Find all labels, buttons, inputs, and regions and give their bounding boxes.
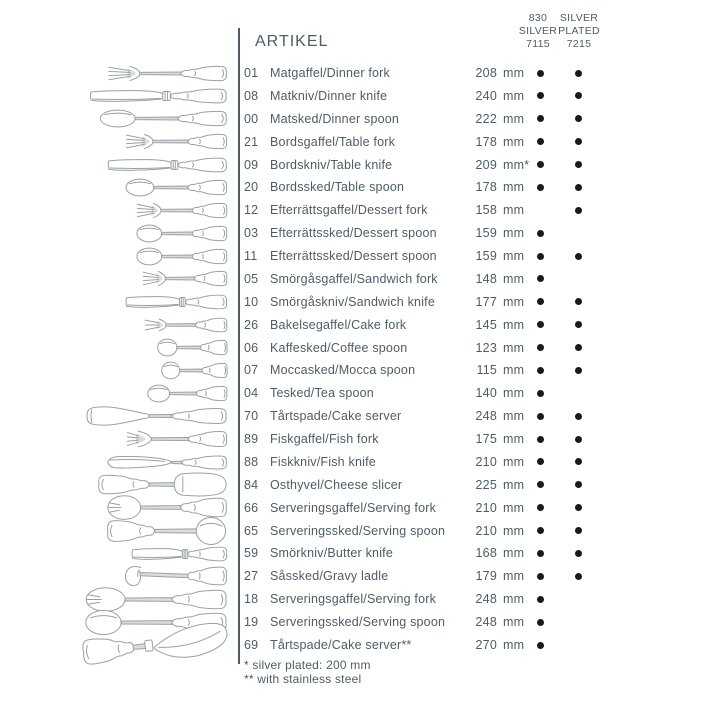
article-length-unit: mm bbox=[503, 340, 525, 355]
article-length-unit: mm bbox=[503, 294, 525, 309]
availability-dot-830-silver bbox=[537, 504, 544, 511]
article-name: Smörgåskniv/Sandwich knife bbox=[270, 294, 435, 309]
article-number: 69 bbox=[244, 638, 259, 652]
availability-dot-830-silver bbox=[537, 413, 544, 420]
article-number: 84 bbox=[244, 477, 259, 492]
article-row-70 bbox=[244, 406, 604, 426]
article-number: 10 bbox=[244, 294, 259, 309]
article-name: Serveringssked/Serving spoon bbox=[270, 523, 446, 538]
cutlery-art-11-spoon-icon bbox=[136, 246, 228, 267]
availability-dot-830-silver bbox=[537, 481, 544, 488]
article-name: Efterrättssked/Dessert spoon bbox=[270, 226, 437, 241]
availability-dot-830-silver bbox=[537, 390, 544, 397]
article-row-11 bbox=[244, 246, 604, 266]
article-row-88 bbox=[244, 452, 604, 472]
article-name: Tårtspade/Cake server bbox=[270, 409, 402, 424]
availability-dot-830-silver bbox=[537, 642, 544, 649]
article-number: 09 bbox=[244, 157, 259, 172]
article-length: 225 bbox=[475, 477, 497, 492]
availability-dot-830-silver bbox=[537, 115, 544, 122]
article-row-06 bbox=[244, 338, 604, 358]
article-number: 07 bbox=[244, 363, 259, 378]
article-name: Efterrättsgaffel/Dessert fork bbox=[270, 203, 428, 218]
availability-dot-silver-plated bbox=[575, 298, 582, 305]
availability-dot-830-silver bbox=[537, 70, 544, 77]
article-length: 222 bbox=[475, 111, 497, 126]
availability-dot-silver-plated bbox=[575, 161, 582, 168]
article-name: Efterrättssked/Dessert spoon bbox=[270, 249, 437, 264]
article-length: 148 bbox=[475, 271, 497, 286]
column-header-silver-plated bbox=[554, 12, 604, 51]
article-length: 210 bbox=[475, 500, 497, 515]
article-number: 05 bbox=[244, 271, 259, 286]
article-row-05 bbox=[244, 269, 604, 289]
availability-dot-silver-plated bbox=[575, 115, 582, 122]
cutlery-art-21-fork-icon bbox=[125, 131, 228, 152]
divider-line bbox=[238, 28, 240, 664]
article-number: 59 bbox=[244, 546, 259, 561]
availability-dot-silver-plated bbox=[575, 92, 582, 99]
column-header-line: 7215 bbox=[566, 38, 592, 50]
article-name: Kaffesked/Coffee spoon bbox=[270, 340, 408, 355]
cutlery-art-00-spoon-icon bbox=[99, 108, 228, 129]
article-name: Bordssked/Table spoon bbox=[270, 180, 405, 195]
article-row-27 bbox=[244, 566, 604, 586]
footnote-silver-plated: * silver plated: 200 mm bbox=[244, 658, 371, 672]
cutlery-art-65-spoonR-icon bbox=[106, 516, 228, 546]
article-length-unit: mm bbox=[503, 363, 525, 378]
article-row-18 bbox=[244, 589, 604, 609]
article-name: Bordskniv/Table knife bbox=[270, 157, 393, 172]
article-length-unit: mm bbox=[503, 454, 525, 469]
column-header-line: 7115 bbox=[526, 38, 550, 50]
availability-dot-silver-plated bbox=[575, 138, 582, 145]
column-header-line: SILVER bbox=[559, 12, 599, 24]
article-name: Moccasked/Mocca spoon bbox=[270, 363, 416, 378]
article-row-21 bbox=[244, 132, 604, 152]
cutlery-art-59-knife-icon bbox=[131, 544, 228, 564]
article-row-84 bbox=[244, 475, 604, 495]
cutlery-art-05-fork-icon bbox=[142, 268, 228, 289]
availability-dot-silver-plated bbox=[575, 436, 582, 443]
availability-dot-silver-plated bbox=[575, 253, 582, 260]
availability-dot-silver-plated bbox=[575, 367, 582, 374]
availability-dot-silver-plated bbox=[575, 413, 582, 420]
article-length-unit: mm bbox=[503, 226, 525, 241]
article-length-unit: mm bbox=[503, 615, 525, 630]
article-length: 175 bbox=[475, 432, 497, 447]
column-header-line: PLATED bbox=[558, 25, 600, 37]
article-length: 178 bbox=[475, 134, 497, 149]
article-length: 158 bbox=[475, 203, 497, 218]
availability-dot-silver-plated bbox=[575, 344, 582, 351]
article-name: Serveringsgaffel/Serving fork bbox=[270, 592, 437, 607]
article-row-20 bbox=[244, 177, 604, 197]
article-length-unit: mm bbox=[503, 432, 525, 447]
availability-dot-830-silver bbox=[537, 298, 544, 305]
cutlery-art-07-spoon-icon bbox=[161, 360, 228, 381]
article-length-unit: mm* bbox=[503, 157, 530, 172]
article-number: 01 bbox=[244, 66, 259, 80]
availability-dot-830-silver bbox=[537, 92, 544, 99]
article-length: 123 bbox=[475, 340, 497, 355]
column-header-line: SILVER bbox=[518, 25, 558, 37]
article-number: 65 bbox=[244, 523, 259, 538]
article-number: 19 bbox=[244, 615, 259, 630]
availability-dot-830-silver bbox=[537, 344, 544, 351]
article-name: Tårtspade/Cake server** bbox=[270, 638, 412, 652]
article-length: 179 bbox=[475, 569, 497, 584]
article-row-19 bbox=[244, 612, 604, 632]
availability-dot-830-silver bbox=[537, 550, 544, 557]
availability-dot-830-silver bbox=[537, 184, 544, 191]
article-name: Bakelsegaffel/Cake fork bbox=[270, 317, 407, 332]
article-name: Tesked/Tea spoon bbox=[270, 386, 374, 401]
article-row-65 bbox=[244, 521, 604, 541]
cutlery-art-88-fishknife-icon bbox=[106, 453, 228, 472]
article-length-unit: mm bbox=[503, 386, 525, 401]
article-length-unit: mm bbox=[503, 134, 525, 149]
article-name: Bordsgaffel/Table fork bbox=[270, 134, 396, 149]
availability-dot-silver-plated bbox=[575, 573, 582, 580]
article-number: 03 bbox=[244, 226, 259, 241]
article-length: 210 bbox=[475, 523, 497, 538]
article-length: 159 bbox=[475, 249, 497, 264]
article-length: 209 bbox=[475, 157, 497, 172]
article-length: 178 bbox=[475, 180, 497, 195]
article-row-66 bbox=[244, 498, 604, 518]
article-length: 270 bbox=[475, 638, 497, 652]
article-length-unit: mm bbox=[503, 180, 525, 195]
article-length-unit: mm bbox=[503, 271, 525, 286]
availability-dot-830-silver bbox=[537, 367, 544, 374]
cutlery-art-89-forkwide-icon bbox=[126, 428, 228, 450]
article-length-unit: mm bbox=[503, 638, 525, 652]
availability-dot-830-silver bbox=[537, 253, 544, 260]
availability-dot-silver-plated bbox=[575, 321, 582, 328]
availability-dot-silver-plated bbox=[575, 550, 582, 557]
availability-dot-830-silver bbox=[537, 619, 544, 626]
availability-dot-830-silver bbox=[537, 138, 544, 145]
article-name: Matgaffel/Dinner fork bbox=[270, 66, 390, 80]
availability-dot-silver-plated bbox=[575, 504, 582, 511]
cutlery-art-06-spoon-icon bbox=[157, 337, 228, 358]
cutlery-art-10-knife-icon bbox=[125, 292, 228, 312]
cutlery-art-20-spoon-icon bbox=[125, 177, 228, 198]
article-length-unit: mm bbox=[503, 592, 525, 607]
article-length-unit: mm bbox=[503, 569, 525, 584]
availability-dot-830-silver bbox=[537, 230, 544, 237]
availability-dot-830-silver bbox=[537, 458, 544, 465]
article-row-00 bbox=[244, 109, 604, 129]
column-header-line: 830 bbox=[528, 12, 548, 24]
article-number: 66 bbox=[244, 500, 259, 515]
availability-dot-830-silver bbox=[537, 527, 544, 534]
cutlery-art-04-spoon-icon bbox=[147, 383, 228, 404]
availability-dot-silver-plated bbox=[575, 70, 582, 77]
cutlery-art-12-fork-icon bbox=[136, 200, 228, 221]
article-number: 89 bbox=[244, 432, 259, 447]
article-row-89 bbox=[244, 429, 604, 449]
article-name: Matkniv/Dinner knife bbox=[270, 88, 388, 103]
cutlery-art-26-fork3-icon bbox=[144, 315, 228, 335]
availability-dot-830-silver bbox=[537, 436, 544, 443]
article-number: 70 bbox=[244, 409, 259, 424]
article-length-unit: mm bbox=[503, 111, 525, 126]
cutlery-art-70-server-icon bbox=[84, 405, 228, 427]
article-length-unit: mm bbox=[503, 66, 525, 80]
article-length: 248 bbox=[475, 409, 497, 424]
page-title: ARTIKEL bbox=[255, 33, 329, 50]
article-row-59 bbox=[244, 543, 604, 563]
availability-dot-830-silver bbox=[537, 275, 544, 282]
availability-dot-830-silver bbox=[537, 573, 544, 580]
article-name: Fiskkniv/Fish knife bbox=[270, 454, 376, 469]
availability-dot-silver-plated bbox=[575, 458, 582, 465]
availability-dot-830-silver bbox=[537, 161, 544, 168]
article-number: 08 bbox=[244, 88, 259, 103]
article-number: 27 bbox=[244, 569, 259, 584]
article-length-unit: mm bbox=[503, 203, 525, 218]
article-name: Smörkniv/Butter knife bbox=[270, 546, 393, 561]
article-row-04 bbox=[244, 383, 604, 403]
article-name: Serveringsgaffel/Serving fork bbox=[270, 500, 437, 515]
article-length-unit: mm bbox=[503, 546, 525, 561]
article-number: 12 bbox=[244, 203, 259, 218]
article-length: 168 bbox=[475, 546, 497, 561]
article-length: 177 bbox=[475, 294, 497, 309]
cutlery-art-03-spoon-icon bbox=[136, 223, 228, 244]
article-name: Smörgåsgaffel/Sandwich fork bbox=[270, 271, 438, 286]
article-length: 140 bbox=[475, 386, 497, 401]
article-row-10 bbox=[244, 292, 604, 312]
article-number: 00 bbox=[244, 111, 259, 126]
cutlery-art-01-fork-icon bbox=[107, 63, 228, 84]
article-length-unit: mm bbox=[503, 249, 525, 264]
article-row-03 bbox=[244, 223, 604, 243]
article-length: 145 bbox=[475, 317, 497, 332]
article-number: 18 bbox=[244, 592, 259, 607]
article-row-08 bbox=[244, 86, 604, 106]
availability-dot-830-silver bbox=[537, 596, 544, 603]
article-length: 115 bbox=[476, 363, 497, 378]
article-length-unit: mm bbox=[503, 523, 525, 538]
cutlery-art-08-knife-icon bbox=[89, 86, 228, 106]
availability-dot-silver-plated bbox=[575, 184, 582, 191]
article-number: 88 bbox=[244, 454, 259, 469]
availability-dot-silver-plated bbox=[575, 527, 582, 534]
article-length-unit: mm bbox=[503, 477, 525, 492]
article-name: Såssked/Gravy ladle bbox=[270, 569, 389, 584]
cutlery-art-09-knife-icon bbox=[107, 155, 228, 175]
footnote-stainless-steel: ** with stainless steel bbox=[244, 672, 362, 686]
article-name: Fiskgaffel/Fish fork bbox=[270, 432, 379, 447]
article-name: Serveringssked/Serving spoon bbox=[270, 615, 446, 630]
article-name: Matsked/Dinner spoon bbox=[270, 111, 400, 126]
article-row-09 bbox=[244, 155, 604, 175]
article-length-unit: mm bbox=[503, 500, 525, 515]
article-row-01 bbox=[244, 63, 604, 83]
article-number: 21 bbox=[244, 134, 259, 149]
article-length: 248 bbox=[475, 592, 497, 607]
article-number: 04 bbox=[244, 386, 259, 401]
article-number: 11 bbox=[244, 249, 258, 264]
availability-dot-830-silver bbox=[537, 321, 544, 328]
article-length: 210 bbox=[475, 454, 497, 469]
article-length-unit: mm bbox=[503, 409, 525, 424]
article-row-07 bbox=[244, 360, 604, 380]
article-number: 20 bbox=[244, 180, 259, 195]
article-length-unit: mm bbox=[503, 317, 525, 332]
article-length: 159 bbox=[475, 226, 497, 241]
article-length: 240 bbox=[475, 88, 497, 103]
article-length: 248 bbox=[475, 615, 497, 630]
article-number: 26 bbox=[244, 317, 259, 332]
article-row-12 bbox=[244, 200, 604, 220]
article-name: Osthyvel/Cheese slicer bbox=[270, 477, 403, 492]
availability-dot-silver-plated bbox=[575, 481, 582, 488]
article-row-69 bbox=[244, 635, 604, 655]
article-number: 06 bbox=[244, 340, 259, 355]
article-row-26 bbox=[244, 315, 604, 335]
article-length-unit: mm bbox=[503, 88, 525, 103]
availability-dot-silver-plated bbox=[575, 207, 582, 214]
article-length: 208 bbox=[475, 66, 497, 80]
